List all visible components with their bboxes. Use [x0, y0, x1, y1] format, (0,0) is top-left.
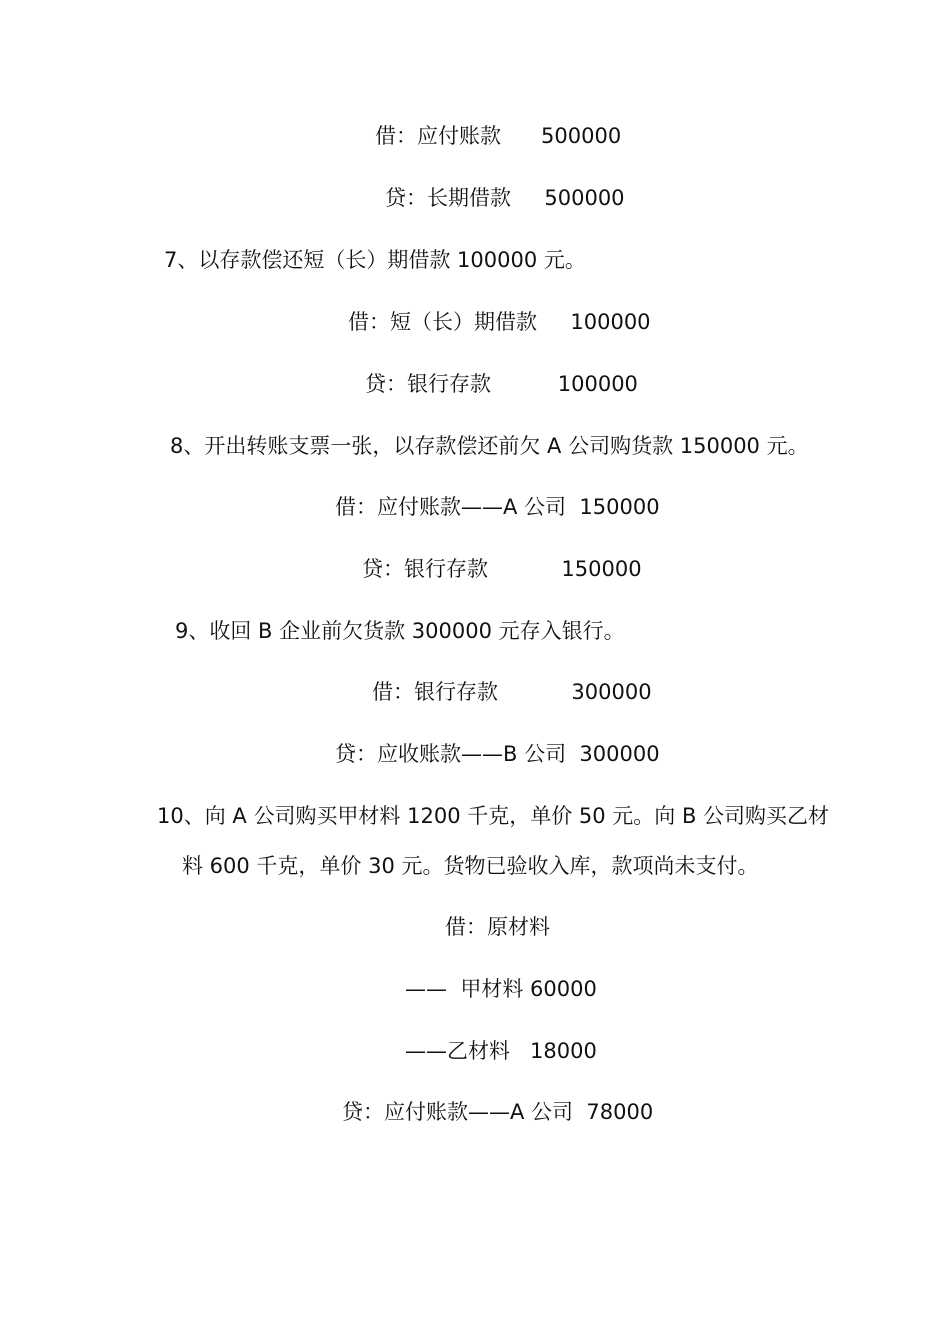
entry-sub-material-b: ——乙材料 18000 — [405, 1039, 597, 1063]
entry-credit-accounts-receivable-b: 贷：应收账款——B 公司 300000 — [335, 742, 660, 766]
item-10-description-line2: 料 600 千克，单价 30 元。货物已验收入库，款项尚未支付。 — [182, 854, 759, 878]
entry-credit-long-term-loan: 贷：长期借款 500000 — [385, 186, 625, 210]
item-8-description: 8、开出转账支票一张，以存款偿还前欠 A 公司购货款 150000 元。 — [170, 434, 809, 458]
entry-credit-bank-deposit-2: 贷：银行存款 150000 — [362, 557, 642, 581]
entry-sub-material-a: —— 甲材料 60000 — [405, 977, 597, 1001]
entry-debit-accounts-payable: 借：应付账款 500000 — [375, 124, 622, 148]
entry-debit-loan: 借：短（长）期借款 100000 — [348, 310, 651, 334]
item-7-description: 7、以存款偿还短（长）期借款 100000 元。 — [164, 248, 586, 272]
entry-credit-bank-deposit: 贷：银行存款 100000 — [365, 372, 638, 396]
entry-debit-raw-materials: 借：原材料 — [445, 915, 550, 939]
entry-debit-bank-deposit: 借：银行存款 300000 — [372, 680, 652, 704]
entry-credit-accounts-payable-a: 贷：应付账款——A 公司 78000 — [342, 1100, 654, 1124]
item-9-description: 9、收回 B 企业前欠货款 300000 元存入银行。 — [175, 619, 625, 643]
item-10-description-line1: 10、向 A 公司购买甲材料 1200 千克，单价 50 元。向 B 公司购买乙材 — [157, 804, 830, 828]
entry-debit-accounts-payable-a: 借：应付账款——A 公司 150000 — [335, 495, 660, 519]
